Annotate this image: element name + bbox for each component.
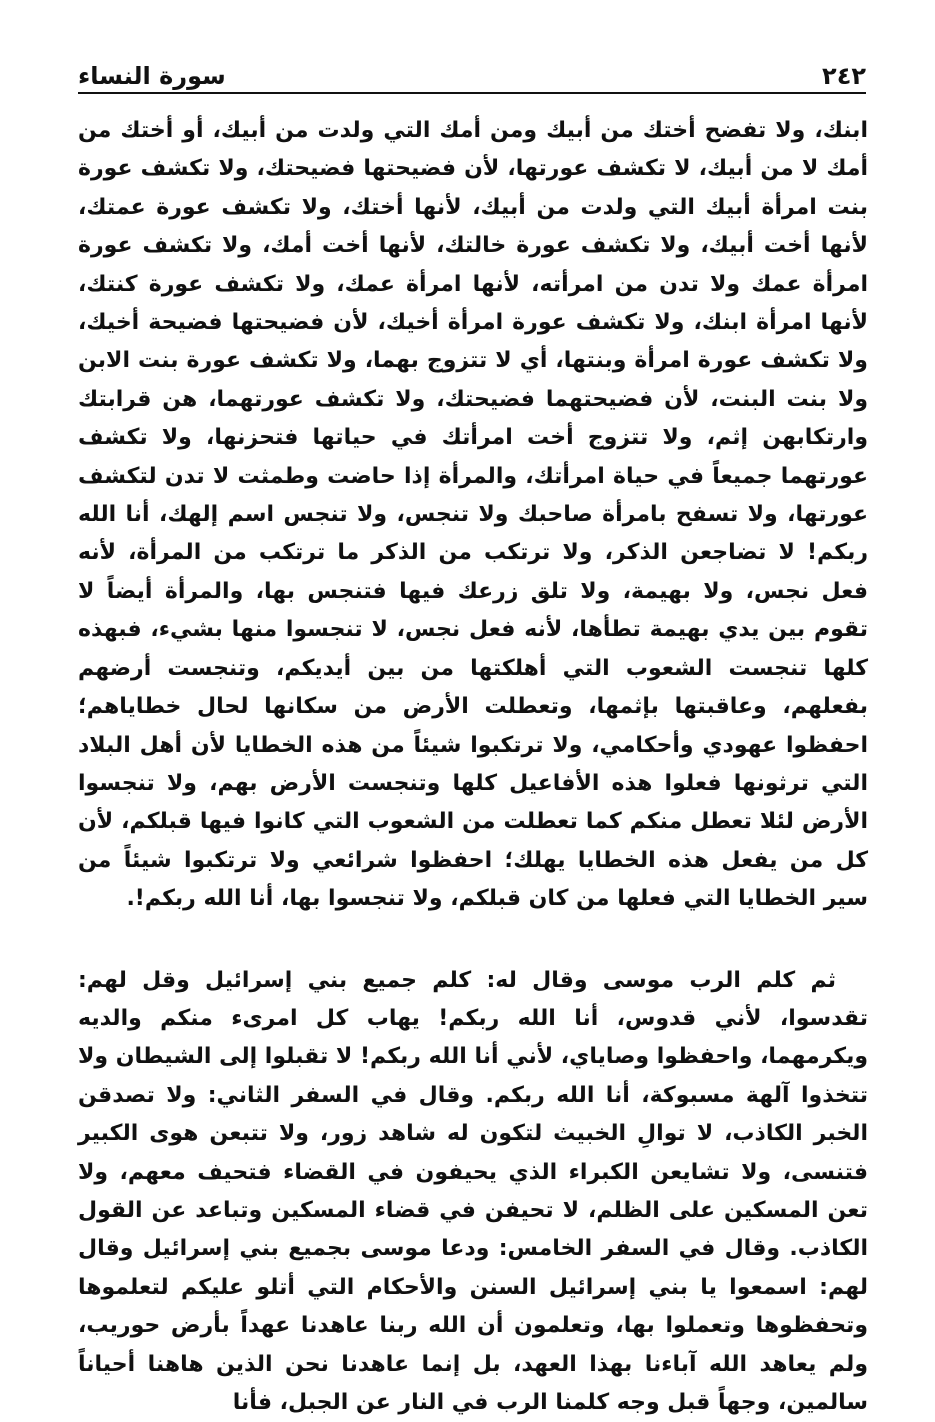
paragraph: ثم كلم الرب موسى وقال له: كلم جميع بني إسرائيل وقل لهم: تقدسوا، لأني قدوس، أنا الله ربكم! يهاب كل امرىء منكم والديه ويكرمهما، واحفظوا وصاياي، لأني أنا الله ربكم! لا تقبلوا إلى الشيطان ولا تتخذوا آلهة مسبوكة، أنا الله ربكم. وقال في السفر الثاني: ولا تصدقن الخبر الكاذب، لا توالِ الخبيث لتكون له شاهد زور، ولا تتبعن هوى الكبير فتنسى، ولا تشايعن الكبراء الذي يحيفون في القضاء فتحيف معهم، ولا تعن المسكين على الظلم، لا تحيفن في قضاء المسكين وتباعد عن القول الكاذب. وقال في السفر الخامس: ودعا موسى بجميع بني إسرائيل وقال لهم: اسمعوا يا بني إسرائيل السنن والأحكام التي أتلو عليكم لتعلموها وتحفظوها وتعملوا بها، وتعلمون أن الله ربنا عاهدنا عهداً بأرض حوريب، ولم يعاهد الله آباءنا بهذا العهد، بل إنما عاهدنا نحن الذين هاهنا أحياناً سالمين، وجهاً قبل وجه كلمنا الرب في النار عن الجبل، فأنا [78, 967, 868, 1415]
header-divider [78, 92, 866, 94]
page-number: ٢٤٢ [822, 62, 866, 90]
page-header [78, 58, 866, 94]
surah-title: سورة النساء [78, 62, 226, 90]
paragraph-gap [78, 919, 868, 962]
body-text [78, 112, 868, 1422]
paragraph: ابنك، ولا تفضح أختك من أبيك ومن أمك التي ولدت من أبيك، أو أختك من أمك لا من أبيك، لا تكشف عورتها، لأن فضيحتها فضيحتك، ولا تكشف عورة بنت امرأة أبيك التي ولدت من أبيك، لأنها أختك، ولا تكشف عورة عمتك، لأنها أخت أبيك، ولا تكشف عورة خالتك، لأنها أخت أمك، ولا تكشف عورة امرأة عمك ولا تدن من امرأته، لأنها امرأة عمك، ولا تكشف عورة كنتك، لأنها امرأة ابنك، ولا تكشف عورة امرأة أخيك، لأن فضيحتها فضيحة أخيك، ولا تكشف عورة امرأة وبنتها، أي لا تتزوج بهما، ولا تكشف عورة بنت الابن ولا بنت البنت، لأن فضيحتهما فضيحتك، ولا تكشف عورتهما، هن قرابتك وارتكابهن إثم، ولا تتزوج أخت امرأتك في حياتها فتحزنها، ولا تكشف عورتهما جميعاً في حياة امرأتك، والمرأة إذا حاضت وطمثت لا تدن لتكشف عورتها، ولا تسفح بامرأة صاحبك ولا تنجس، ولا تنجس اسم إلهك، أنا الله ربكم! لا تضاجعن الذكر، ولا ترتكب من الذكر ما ترتكب من المرأة، لأنه فعل نجس، ولا بهيمة، ولا تلق زرعك فيها فتنجس بها، والمرأة أيضاً لا تقوم بين يدي بهيمة تطأها، لأنه فعل نجس، لا تنجسوا منها بشيء، فبهذه كلها تنجست الشعوب التي أهلكتها من بين أيديكم، وتنجست أرضهم بفعلهم، وعاقبتها بإثمها، وتعطلت الأرض من سكانها لحال خطاياهم؛ احفظوا عهودي وأحكامي، ولا ترتكبوا شيئاً من هذه الخطايا لأن أهل البلاد التي ترثونها فعلوا هذه الأفاعيل كلها وتنجست الأرض بهم، ولا تنجسوا الأرض لئلا تعطل منكم كما تعطلت من الشعوب التي كانوا فيها قبلكم، لأن كل من يفعل هذه الخطايا يهلك؛ احفظوا شرائعي ولا ترتكبوا شيئاً من سير الخطايا التي فعلها من كان قبلكم، ولا تنجسوا بها، أنا الله ربكم!. [78, 118, 868, 912]
